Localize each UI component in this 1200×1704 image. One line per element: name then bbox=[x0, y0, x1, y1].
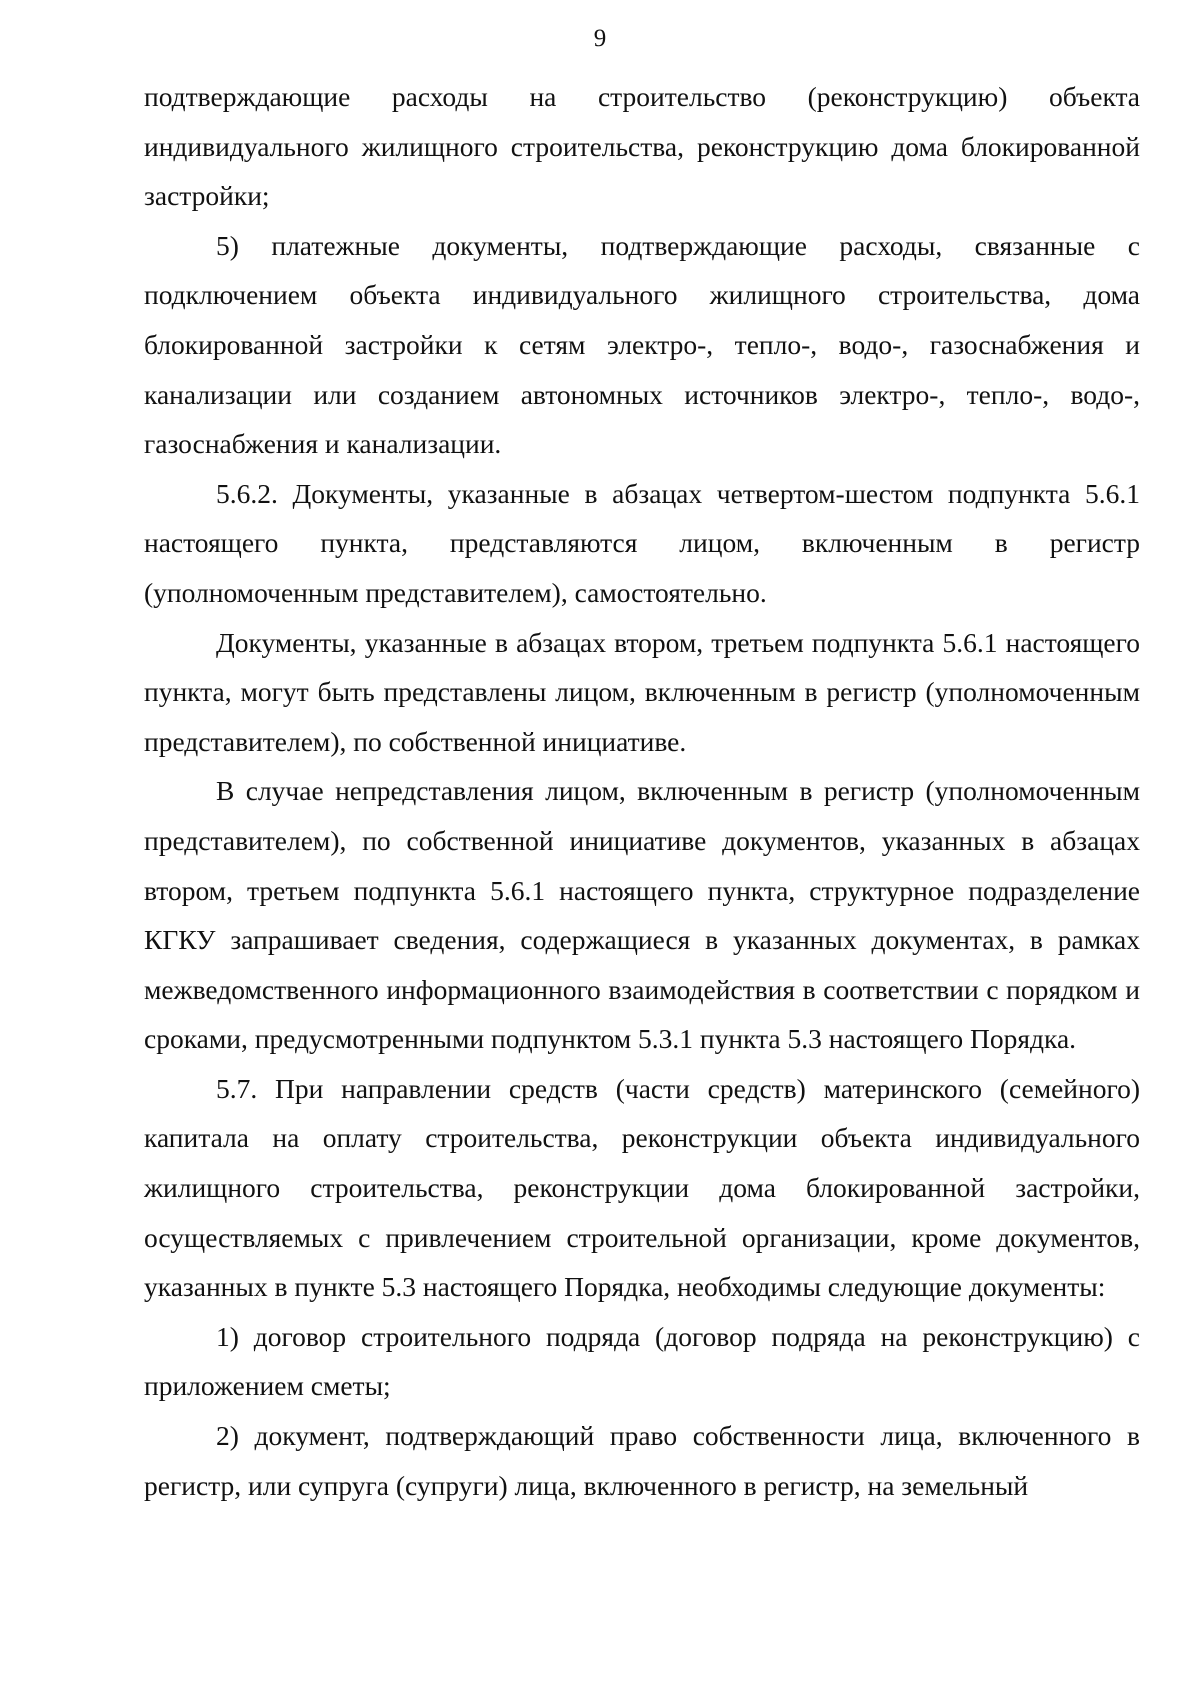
paragraph-continuation: подтверждающие расходы на строительство (реконструкцию) объекта индивидуального жилищного строительства, реконструкцию дома блокированной застройки; bbox=[144, 81, 1140, 212]
paragraph-item-2: 2) документ, подтверждающий право собственности лица, включенного в регистр, или супруга (супруги) лица, включенного в регистр, на земельный bbox=[144, 1420, 1140, 1501]
paragraph-item-1: 1) договор строительного подряда (договор подряда на реконструкцию) с приложением сметы; bbox=[144, 1320, 1140, 1402]
paragraph-non-submission: В случае непредставления лицом, включенным в регистр (уполномоченным представителем), по собственной инициативе документов, указанных в абзацах втором, третьем подпункта 5.6.1 настоящего пункта, структурное подразделение КГКУ запрашивает сведения, содержащиеся в указанных документах, в рамках межведомственного информационного взаимодействия в соответствии с порядком и сроками, предусмотренными подпунктом 5.3.1 пункта 5.3 настоящего Порядка. bbox=[144, 775, 1140, 1055]
paragraph-5-7: 5.7. При направлении средств (части средств) материнского (семейного) капитала на оплату строительства, реконструкции объекта индивидуального жилищного строительства, реконструкции дома блокированной застройки, осуществляемых с привлечением строительной организации, кроме документов, указанных в пункте 5.3 настоящего Порядка, необходимы следующие документы: bbox=[144, 1072, 1140, 1303]
paragraph-documents-initiative: Документы, указанные в абзацах втором, третьем подпункта 5.6.1 настоящего пункта, могут быть представлены лицом, включенным в регистр (уполномоченным представителем), по собственной инициативе. bbox=[144, 626, 1140, 757]
document-body bbox=[144, 72, 1140, 1510]
page-number: 9 bbox=[593, 25, 607, 52]
paragraph-5-6-2: 5.6.2. Документы, указанные в абзацах четвертом-шестом подпункта 5.6.1 настоящего пункта, представляются лицом, включенным в регистр (уполномоченным представителем), самостоятельно. bbox=[144, 477, 1140, 608]
paragraph-item-5: 5) платежные документы, подтверждающие расходы, связанные с подключением объекта индивидуального жилищного строительства, дома блокированной застройки к сетям электро-, тепло-, водо-, газоснабжения и канализации или созданием автономных источников электро-, тепло-, водо-, газоснабжения и канализации. bbox=[144, 229, 1140, 460]
